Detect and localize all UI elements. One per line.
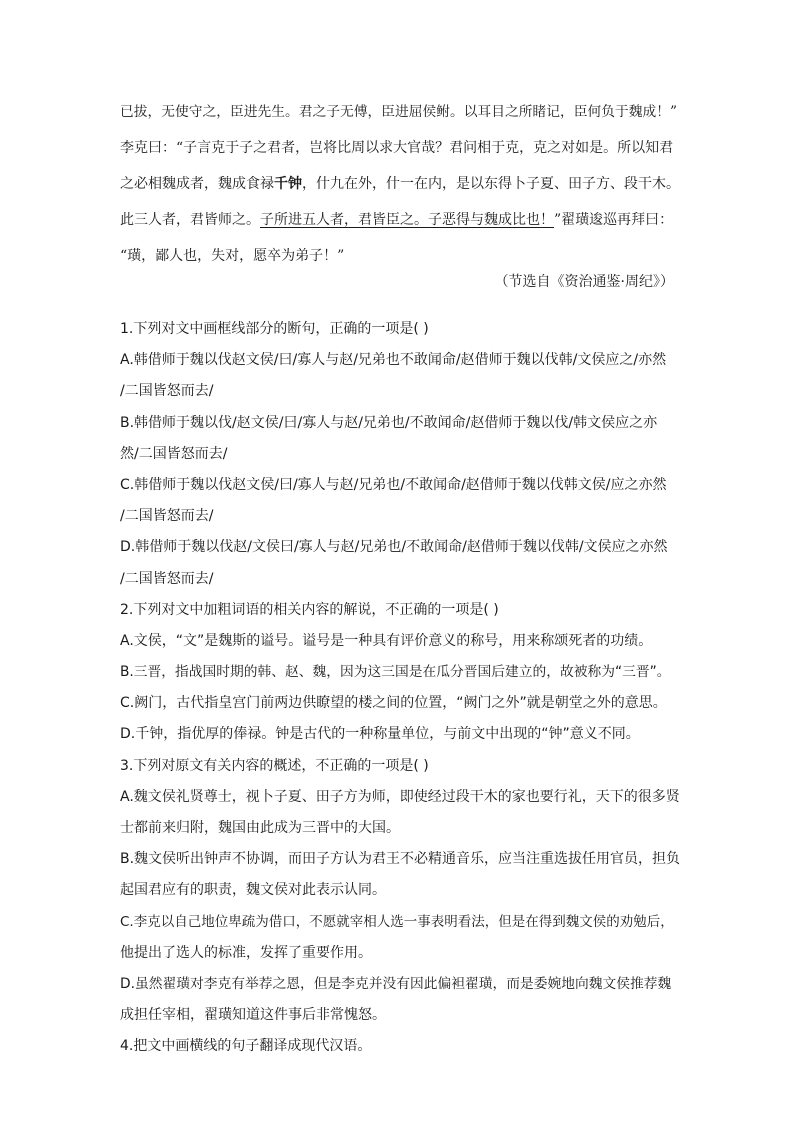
question-line: A.文侯，“文”是魏斯的谥号。谥号是一种具有评价意义的称号，用来称颂死者的功绩。 [120,632,653,649]
question-line: 3.下列对原文有关内容的概述，不正确的一项是( ) [120,757,429,774]
underlined-sentence: 子所进五人者，君皆臣之。子恶得与魏成比也！ [260,212,554,228]
question-line: D.虽然翟璜对李克有举荐之恩，但是李克并没有因此偏袒翟璜，而是委婉地向魏文侯推荐魏 [120,975,672,992]
passage-text: ，什九在外，什一在内，是以东得卜子夏、田子方、段干木。 [302,176,680,192]
question-line: 他提出了选人的标准，发挥了重要作用。 [120,944,372,961]
question-line: A.魏文侯礼贤尊士，视卜子夏、田子方为师，即使经过段干木的家也要行礼，天下的很多贤 [120,788,680,805]
passage-line [120,166,680,202]
question-line: /二国皆怒而去/ [120,570,214,587]
question-line: 然/二国皆怒而去/ [120,445,228,462]
question-list [120,314,680,1063]
classical-passage [120,94,680,296]
question-line: D.千钟，指优厚的俸禄。钟是古代的一种称量单位，与前文中出现的“钟”意义不同。 [120,726,640,743]
passage-line [120,202,680,238]
question-line: B.韩借师于魏以伐/赵文侯/曰/寡人与赵/兄弟也/不敢闻命/赵借师于魏以伐/韩文侯应之亦 [120,414,658,431]
passage-text: 李克曰：“子言克于子之君者，岂将比周以求大官哉？君问相于克，克之对如是。所以知君 [120,140,674,156]
bold-term: 千钟 [274,176,302,192]
passage-text: 已拔，无使守之，臣进先生。君之子无傅，臣进屈侯鲋。以耳目之所睹记，臣何负于魏成！” [120,104,678,120]
question-line: D.韩借师于魏以伐赵/文侯曰/寡人与赵/兄弟也/不敢闻命/赵借师于魏以伐韩/文侯应之亦然 [120,539,668,556]
passage-line [120,94,680,130]
passage-text: “璜，鄙人也，失对，愿卒为弟子！” [120,248,345,264]
question-line: /二国皆怒而去/ [120,508,214,525]
question-line: A.韩借师于魏以伐赵文侯/曰/寡人与赵/兄弟也不敢闻命/赵借师于魏以伐韩/文侯应之/亦然 [120,352,667,369]
question-line: 4.把文中画横线的句子翻译成现代汉语。 [120,1038,372,1055]
question-line: 1.下列对文中画框线部分的断句，正确的一项是( ) [120,321,429,337]
question-line: 起国君应有的职责，魏文侯对此表示认同。 [120,882,386,899]
question-line: 成担任宰相，翟璜知道这件事后非常愧怒。 [120,1007,386,1024]
question-line: 士都前来归附，魏国由此成为三晋中的大国。 [120,820,400,836]
passage-text: ”翟璜逡巡再拜曰： [554,212,674,228]
question-line: B.魏文侯听出钟声不协调，而田子方认为君王不必精通音乐，应当注重选拔任用官员，担负 [120,851,681,868]
question-line: C.李克以自己地位卑疏为借口，不愿就宰相人选一事表明看法，但是在得到魏文侯的劝勉后， [120,913,674,930]
source-citation: （节选自《资治通鉴·周纪》） [494,274,674,290]
passage-text: 此三人者，君皆师之。 [120,212,260,228]
passage-line [120,130,680,166]
question-line: C.阙门，古代指皇宫门前两边供瞭望的楼之间的位置，“阙门之外”就是朝堂之外的意思。 [120,695,667,712]
question-line: B.三晋，指战国时期的韩、赵、魏，因为这三国是在瓜分晋国后建立的，故被称为“三晋”。 [120,664,671,681]
passage-text: 之必相魏成者，魏成食禄 [120,176,274,192]
question-line: C.韩借师于魏以伐赵文侯/曰/寡人与赵/兄弟也/不敢闻命/赵借师于魏以伐韩文侯/应之亦然 [120,476,667,493]
question-line: 2.下列对文中加粗词语的相关内容的解说，不正确的一项是( ) [120,601,499,618]
question-line: /二国皆怒而去/ [120,383,214,400]
